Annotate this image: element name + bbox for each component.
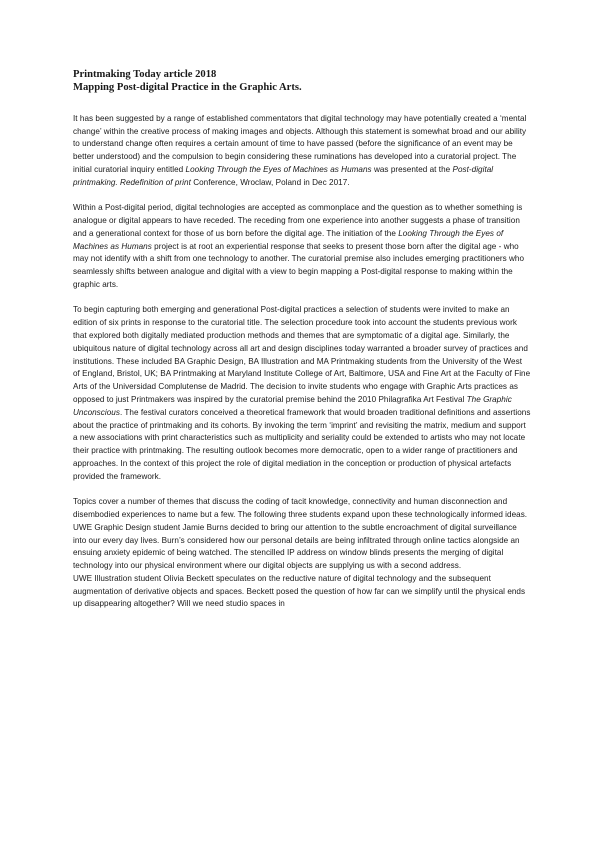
title-line-1: Printmaking Today article 2018 <box>73 69 217 80</box>
paragraph-6: UWE Illustration student Olivia Beckett speculates on the reductive nature of digital technology and the subsequent augmentation of derivative objects and spaces. Beckett posed the question of how far can we simplify until the physical ends up disappearing altogether? Will we need studio spaces in <box>73 573 526 609</box>
paragraph-1 <box>73 113 531 190</box>
paragraph-1-italic-title: Looking Through the Eyes of Machines as Humans <box>185 165 372 174</box>
paragraph-1-text-e: Conference, Wroclaw, Poland in Dec 2017. <box>190 177 350 187</box>
paragraph-3-text-c: . The festival curators conceived a theoretical framework that would broaden traditional definitions and assertions about the practice of printmaking and its cohorts. By invoking the term ‘imprint’ and revisiting the matrix, medium and support a new associations with print characteristics such as multiplicity and seriality could be extended to artists who may not locate their practice with printmaking. The resulting outlook becomes more democratic, open to a wider range of practitioners and approaches. In the context of this project the role of digital mediation in the conception or production of physical artefacts provided the framework. <box>73 407 531 481</box>
paragraph-1-text-a: It has been suggested by a range of established commentators that digital technology may have potentially created a ‘mental change’ within the creative process of making images and objects. Although this statement is somewhat broad and our ability to understand change often requires a certain amount of time to have passed (before the significance of an event may be better understood) and the compulsion to begin considering these ruminations has developed into a curatorial project. The initial curatorial inquiry entitled <box>73 113 527 174</box>
paragraph-5: UWE Graphic Design student Jamie Burns decided to bring our attention to the subtle encroachment of digital surveillance into our every day lives. Burn’s considered how our personal details are being infiltrated through online tactics alongside an ensuing anxiety epidemic of being watched. The stencilled IP address on window blinds presents the merging of digital technology into our physical environment where our digital objects are supplying us with a second address. <box>73 522 520 571</box>
paragraph-3 <box>73 304 531 483</box>
paragraph-1-italic-conference: Post-digital printmaking. Redefinition of print <box>73 165 494 187</box>
article-body <box>73 113 531 611</box>
paragraph-2-text-c: project is at root an experiential response that seeks to present those born after the digital age - who may not identify with a shift from one technology to another. The curatorial premise also includes emerging practitioners who seamlessly shifts between analogue and digital with a view to begin mapping a Post-digital response to making within the graphic arts. <box>73 241 525 289</box>
article-title <box>73 68 531 95</box>
paragraph-4: Topics cover a number of themes that discuss the coding of tacit knowledge, connectivity and human disconnection and disembodied experiences to name but a few. The following three students expand upon these technologically informed ideas. <box>73 497 528 519</box>
article-content <box>73 68 531 611</box>
paragraph-2-text-a: Within a Post-digital period, digital technologies are accepted as commonplace and the question as to whether something is analogue or digital appears to have receded. The receding from one experience into another suggests a phase of transition and a generational context for those of us born before the digital age. The initiation of the <box>73 203 523 238</box>
paragraph-2 <box>73 202 531 292</box>
title-line-2: Mapping Post-digital Practice in the Graphic Arts. <box>73 82 302 94</box>
paragraph-3-italic-festival: The Graphic Unconscious <box>73 394 512 417</box>
paragraph-1-text-c: was presented at the <box>371 165 453 174</box>
paragraph-3-text-a: To begin capturing both emerging and generational Post-digital practices a selection of students were invited to make an edition of six prints in response to the curatorial title. The selection procedure took into account the students previous work that explored both digitally mediated production methods and themes that are symptomatic of a digital age. Similarly, the ubiquitous nature of digital technology across all art and design disciplines today warranted a broader survey of practices and institutions. These included BA Graphic Design, BA Illustration and MA Printmaking students from the University of the West of England, Bristol, UK; BA Printmaking at Maryland Institute College of Art, Baltimore, USA and Fine Art at the Faculty of Fine Arts of the Universidad Complutense de Madrid. The decision to invite students who engage with Graphic Arts practices as opposed to just Printmakers was inspired by the curatorial premise behind the 2010 Philagrafika Art Festival <box>73 305 531 404</box>
paragraph-2-italic-title: Looking Through the Eyes of Machines as Humans <box>73 228 504 251</box>
